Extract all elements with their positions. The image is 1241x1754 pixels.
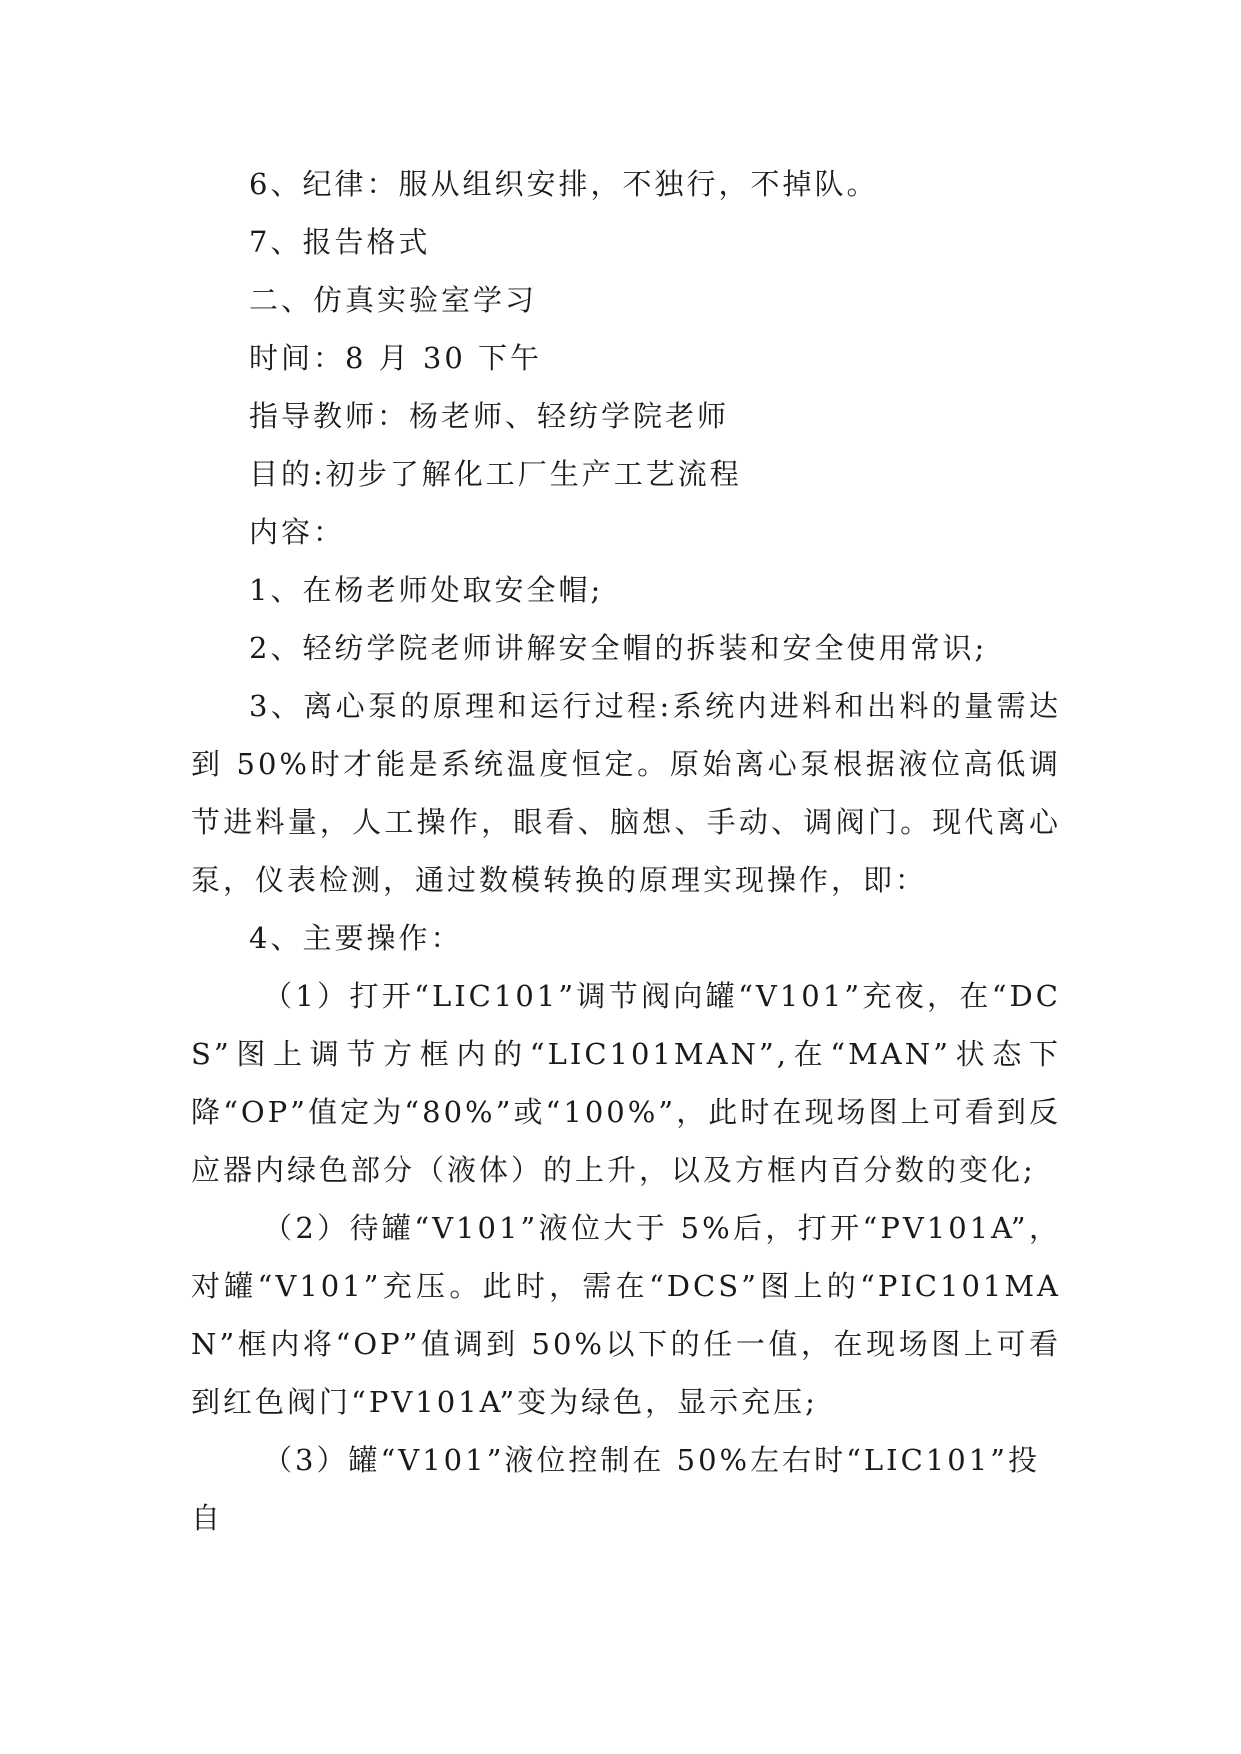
- list-item-2: 2、轻纺学院老师讲解安全帽的拆装和安全使用常识;: [249, 631, 988, 665]
- paragraph-time: 时间：8 月 30 下午: [249, 341, 543, 375]
- paragraph-report-format: 7、报告格式: [249, 225, 431, 259]
- list-item-1: 1、在杨老师处取安全帽;: [249, 573, 604, 607]
- document-body: [191, 155, 1061, 1547]
- operation-step-3: （3）罐“V101”液位控制在 50%左右时“LIC101”投自: [191, 1443, 1040, 1535]
- operation-step-1: （1）打开“LIC101”调节阀向罐“V101”充夜，在“DCS”图上调节方框内的“LIC101MAN”,在“MAN”状态下降“OP”值定为“80%”或“100%”，此时在现场图上可看到反应器内绿色部分（液体）的上升，以及方框内百分数的变化;: [191, 979, 1061, 1187]
- paragraph-purpose: 目的:初步了解化工厂生产工艺流程: [249, 457, 742, 491]
- section-heading-simulation-lab: 二、仿真实验室学习: [249, 283, 538, 317]
- paragraph-instructors: 指导教师：杨老师、轻纺学院老师: [249, 399, 730, 433]
- list-item-4: 4、主要操作：: [249, 921, 463, 955]
- operation-step-2: （2）待罐“V101”液位大于 5%后，打开“PV101A”，对罐“V101”充压。此时，需在“DCS”图上的“PIC101MAN”框内将“OP”值调到 50%以下的任一值，在现场图上可看到红色阀门“PV101A”变为绿色，显示充压;: [191, 1211, 1061, 1419]
- paragraph-discipline: 6、纪律：服从组织安排，不独行，不掉队。: [249, 167, 879, 201]
- paragraph-content-label: 内容：: [249, 515, 346, 549]
- list-item-3: 3、离心泵的原理和运行过程:系统内进料和出料的量需达到 50%时才能是系统温度恒定。原始离心泵根据液位高低调节进料量，人工操作，眼看、脑想、手动、调阀门。现代离心泵，仪表检测，通过数模转换的原理实现操作，即：: [191, 689, 1061, 897]
